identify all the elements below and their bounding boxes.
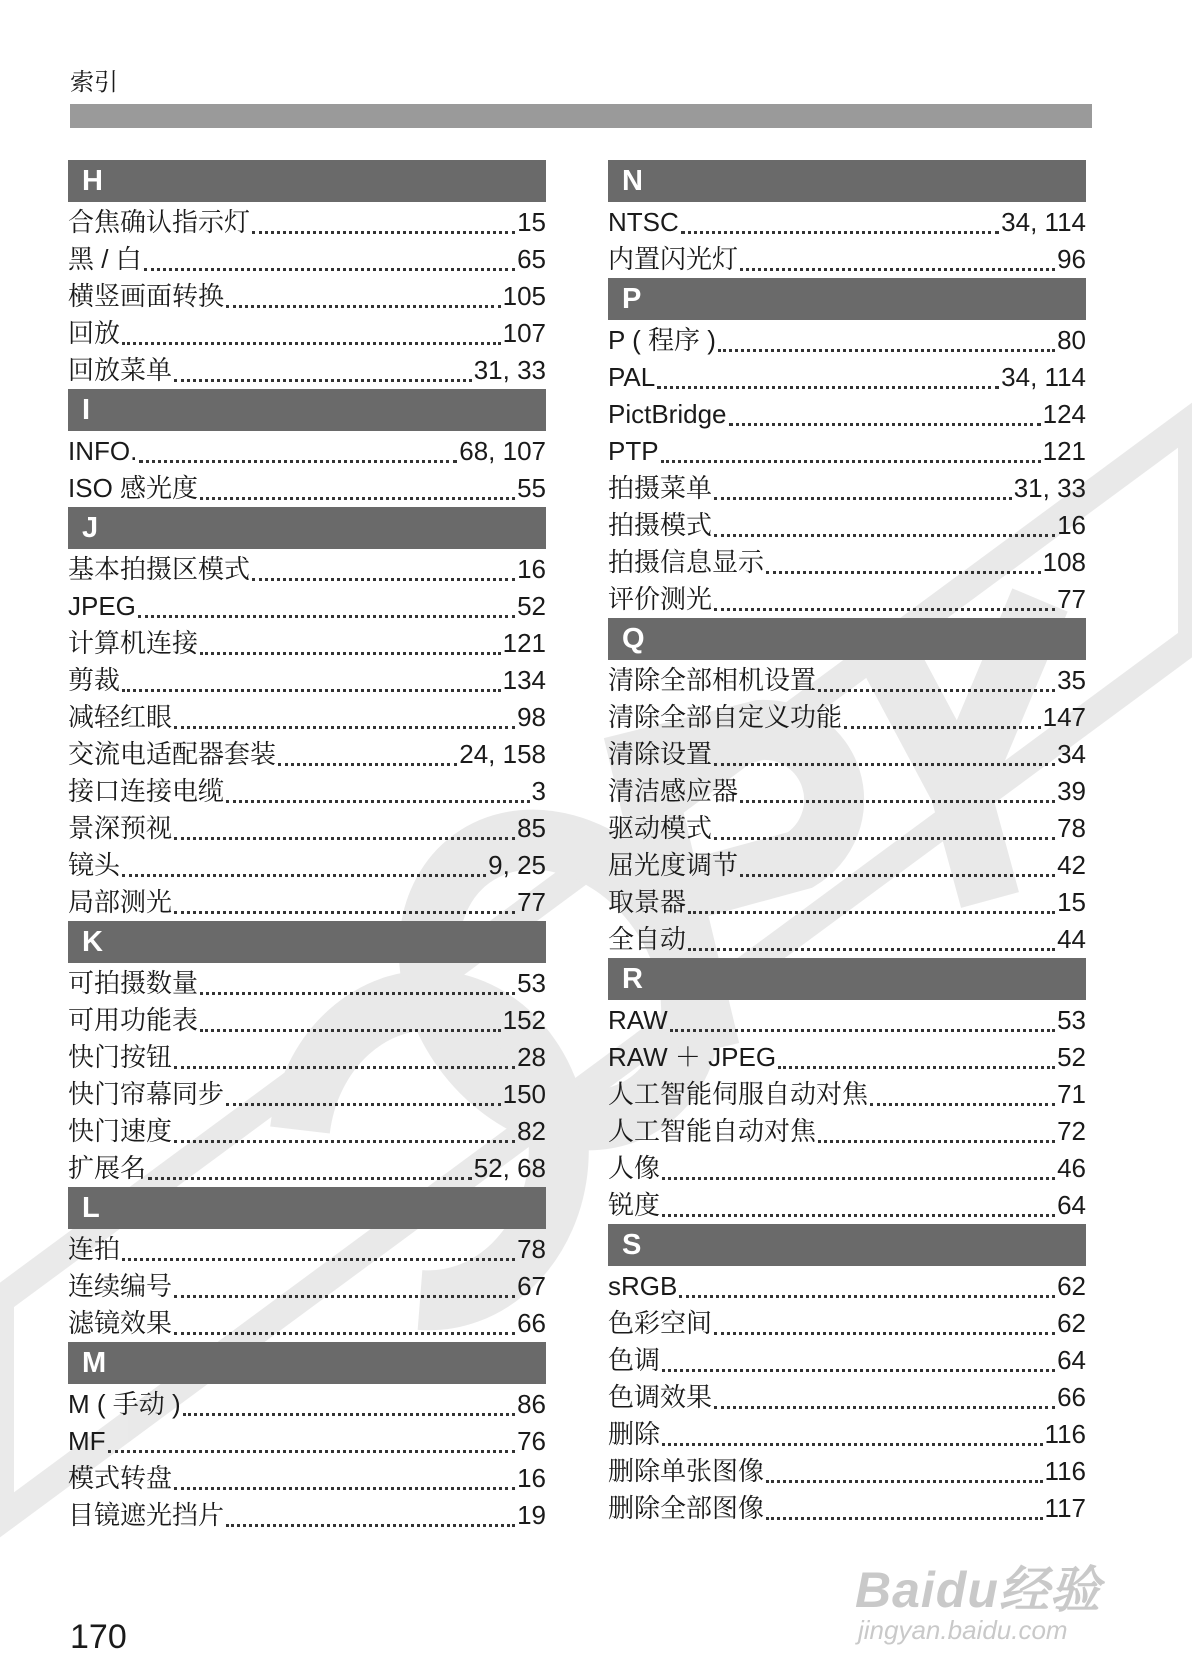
- index-term: 内置闪光灯: [608, 244, 739, 274]
- index-page-ref: 55: [517, 473, 546, 503]
- index-page-ref: 35: [1057, 665, 1086, 695]
- index-entry: [68, 315, 546, 352]
- index-page-ref: 28: [517, 1042, 546, 1072]
- index-page-ref: 53: [517, 968, 546, 998]
- index-term: INFO.: [68, 436, 138, 466]
- index-page-ref: 85: [517, 813, 546, 843]
- index-page-ref: 65: [517, 244, 546, 274]
- index-page-ref: 46: [1057, 1153, 1086, 1183]
- dot-leader: [766, 571, 1041, 574]
- index-term: 快门速度: [68, 1116, 173, 1146]
- index-column-left: [68, 160, 546, 1534]
- index-entry: [608, 470, 1086, 507]
- section-letter-header: N: [608, 160, 1086, 202]
- index-page-ref: 134: [502, 665, 546, 695]
- index-term: JPEG: [68, 591, 136, 621]
- index-entry: [68, 810, 546, 847]
- index-entry: [608, 884, 1086, 921]
- index-entry: [608, 1305, 1086, 1342]
- index-entry: [608, 1039, 1086, 1076]
- index-term: RAW ＋ JPEG: [608, 1042, 777, 1072]
- index-section-p: [608, 278, 1086, 618]
- index-entry: [68, 470, 546, 507]
- index-entry: [608, 507, 1086, 544]
- dot-leader: [688, 948, 1055, 951]
- index-page-ref: 121: [502, 628, 546, 658]
- dot-leader: [174, 1332, 515, 1335]
- index-entry: [608, 1416, 1086, 1453]
- index-term: 可用功能表: [68, 1005, 199, 1035]
- baidu-watermark-url: jingyan.baidu.com: [858, 1615, 1068, 1645]
- dot-leader: [740, 874, 1055, 877]
- index-term: 模式转盘: [68, 1463, 173, 1493]
- index-page-ref: 16: [517, 554, 546, 584]
- index-term: 快门帘幕同步: [68, 1079, 225, 1109]
- dot-leader: [200, 992, 515, 995]
- dot-leader: [870, 1103, 1055, 1106]
- dot-leader: [174, 911, 515, 914]
- index-term: 清除全部自定义功能: [608, 702, 843, 732]
- index-page-ref: 116: [1044, 1456, 1086, 1486]
- index-page-ref: 39: [1057, 776, 1086, 806]
- page-header-label: 索引: [70, 69, 118, 96]
- index-term: MF: [68, 1426, 106, 1456]
- index-page-ref: 150: [502, 1079, 546, 1109]
- index-section-i: [68, 389, 546, 507]
- index-entry: [68, 551, 546, 588]
- index-entry: [68, 736, 546, 773]
- index-entry: [68, 625, 546, 662]
- dot-leader: [174, 1295, 515, 1298]
- dot-leader: [174, 1140, 515, 1143]
- dot-leader: [714, 497, 1012, 500]
- dot-leader: [740, 268, 1055, 271]
- index-term: ISO 感光度: [68, 473, 199, 503]
- section-letter-header: I: [68, 389, 546, 431]
- index-term: RAW: [608, 1005, 668, 1035]
- index-term: 删除全部图像: [608, 1493, 765, 1523]
- index-term: 全自动: [608, 924, 687, 954]
- index-page-ref: 66: [517, 1308, 546, 1338]
- dot-leader: [778, 1066, 1055, 1069]
- index-term: 黑 / 白: [68, 244, 142, 274]
- index-entry: [608, 1113, 1086, 1150]
- index-term: P ( 程序 ): [608, 325, 716, 355]
- section-letter-header: P: [608, 278, 1086, 320]
- index-entry: [608, 1490, 1086, 1527]
- index-entry: [68, 1423, 546, 1460]
- index-term: 清洁感应器: [608, 776, 739, 806]
- index-page-ref: 64: [1057, 1190, 1086, 1220]
- dot-leader: [122, 342, 501, 345]
- index-term: 滤镜效果: [68, 1308, 173, 1338]
- index-page-ref: 71: [1057, 1079, 1086, 1109]
- index-entry: [68, 773, 546, 810]
- dot-leader: [200, 1029, 501, 1032]
- index-term: PAL: [608, 362, 656, 392]
- section-letter-header: M: [68, 1342, 546, 1384]
- index-page-ref: 78: [517, 1234, 546, 1264]
- index-page-ref: 72: [1057, 1116, 1086, 1146]
- index-term: 色调效果: [608, 1382, 713, 1412]
- dot-leader: [766, 1480, 1043, 1483]
- index-term: 取景器: [608, 887, 687, 917]
- section-letter-header: R: [608, 958, 1086, 1000]
- index-page-ref: 52, 68: [473, 1153, 546, 1183]
- index-page-ref: 116: [1044, 1419, 1086, 1449]
- index-term: 基本拍摄区模式: [68, 554, 251, 584]
- dot-leader: [740, 800, 1055, 803]
- dot-leader: [714, 534, 1055, 537]
- index-section-l: [68, 1187, 546, 1342]
- dot-leader: [226, 1524, 515, 1527]
- index-entry: [608, 1187, 1086, 1224]
- index-entry: [68, 588, 546, 625]
- index-term: 景深预视: [68, 813, 173, 843]
- dot-leader: [714, 608, 1055, 611]
- index-entry: [608, 662, 1086, 699]
- index-page-ref: 80: [1057, 325, 1086, 355]
- index-term: 拍摄信息显示: [608, 547, 765, 577]
- index-term: 减轻红眼: [68, 702, 173, 732]
- index-page-ref: 124: [1042, 399, 1086, 429]
- dot-leader: [183, 1413, 515, 1416]
- dot-leader: [278, 763, 457, 766]
- dot-leader: [174, 1066, 515, 1069]
- dot-leader: [174, 726, 515, 729]
- section-letter-header: Q: [608, 618, 1086, 660]
- index-section-m: [68, 1342, 546, 1534]
- dot-leader: [844, 726, 1041, 729]
- index-term: sRGB: [608, 1271, 678, 1301]
- dot-leader: [200, 652, 501, 655]
- baidu-watermark-logo: Baidu经验: [855, 1562, 1101, 1618]
- index-entry: [608, 1342, 1086, 1379]
- index-term: 锐度: [608, 1190, 661, 1220]
- dot-leader: [661, 460, 1041, 463]
- index-term: 人像: [608, 1153, 661, 1183]
- dot-leader: [681, 231, 999, 234]
- dot-leader: [718, 349, 1055, 352]
- index-entry: [68, 1231, 546, 1268]
- index-entry: [608, 396, 1086, 433]
- index-entry: [68, 278, 546, 315]
- index-term: 清除设置: [608, 739, 713, 769]
- index-entry: [68, 884, 546, 921]
- index-entry: [68, 847, 546, 884]
- index-entry: [608, 581, 1086, 618]
- index-entry: [68, 1305, 546, 1342]
- index-section-q: [608, 618, 1086, 958]
- index-entry: [608, 544, 1086, 581]
- section-letter-header: L: [68, 1187, 546, 1229]
- index-term: 人工智能伺服自动对焦: [608, 1079, 869, 1109]
- dot-leader: [226, 800, 530, 803]
- index-entry: [608, 1379, 1086, 1416]
- dot-leader: [108, 1450, 516, 1453]
- dot-leader: [122, 1258, 515, 1261]
- dot-leader: [714, 763, 1055, 766]
- section-letter-header: K: [68, 921, 546, 963]
- index-term: 拍摄菜单: [608, 473, 713, 503]
- dot-leader: [657, 386, 999, 389]
- index-page-ref: 52: [517, 591, 546, 621]
- index-entry: [608, 847, 1086, 884]
- index-page-ref: 82: [517, 1116, 546, 1146]
- index-term: 交流电适配器套装: [68, 739, 277, 769]
- index-page-ref: 44: [1057, 924, 1086, 954]
- index-page-ref: 147: [1042, 702, 1086, 732]
- index-page-ref: 52: [1057, 1042, 1086, 1072]
- index-page-ref: 53: [1057, 1005, 1086, 1035]
- dot-leader: [670, 1029, 1055, 1032]
- index-term: 删除: [608, 1419, 661, 1449]
- index-page-ref: 34, 114: [1001, 362, 1086, 392]
- dot-leader: [174, 379, 472, 382]
- index-page-ref: 34, 114: [1001, 207, 1086, 237]
- dot-leader: [818, 689, 1055, 692]
- index-entry: [68, 241, 546, 278]
- index-entry: [608, 736, 1086, 773]
- index-page-ref: 76: [517, 1426, 546, 1456]
- index-term: 删除单张图像: [608, 1456, 765, 1486]
- index-page-ref: 117: [1044, 1493, 1086, 1523]
- dot-leader: [662, 1214, 1055, 1217]
- dot-leader: [148, 1177, 472, 1180]
- index-entry: [68, 352, 546, 389]
- index-term: 人工智能自动对焦: [608, 1116, 817, 1146]
- index-term: 镜头: [68, 850, 121, 880]
- index-entry: [68, 662, 546, 699]
- dot-leader: [122, 689, 501, 692]
- index-section-s: [608, 1224, 1086, 1527]
- index-page-ref: 152: [502, 1005, 546, 1035]
- index-entry: [608, 433, 1086, 470]
- index-page-ref: 68, 107: [459, 436, 546, 466]
- index-page-ref: 77: [517, 887, 546, 917]
- index-page-ref: 64: [1057, 1345, 1086, 1375]
- index-entry: [68, 1268, 546, 1305]
- index-section-j: [68, 507, 546, 921]
- index-term: 目镜遮光挡片: [68, 1500, 225, 1530]
- index-term: 回放菜单: [68, 355, 173, 385]
- index-term: NTSC: [608, 207, 679, 237]
- index-entry: [608, 241, 1086, 278]
- index-entry: [608, 359, 1086, 396]
- index-entry: [608, 322, 1086, 359]
- index-term: 快门按钮: [68, 1042, 173, 1072]
- dot-leader: [662, 1177, 1055, 1180]
- index-page-ref: 24, 158: [459, 739, 546, 769]
- index-page-ref: 16: [1057, 510, 1086, 540]
- index-entry: [608, 1002, 1086, 1039]
- index-entry: [608, 1150, 1086, 1187]
- index-page-ref: 34: [1057, 739, 1086, 769]
- index-term: 扩展名: [68, 1153, 147, 1183]
- dot-leader: [766, 1517, 1043, 1520]
- dot-leader: [200, 497, 515, 500]
- index-term: 屈光度调节: [608, 850, 739, 880]
- index-term: 拍摄模式: [608, 510, 713, 540]
- dot-leader: [729, 423, 1041, 426]
- index-term: 接口连接电缆: [68, 776, 225, 806]
- index-term: 清除全部相机设置: [608, 665, 817, 695]
- index-entry: [68, 1150, 546, 1187]
- index-entry: [68, 1002, 546, 1039]
- index-page-ref: 108: [1042, 547, 1086, 577]
- dot-leader: [714, 837, 1055, 840]
- index-page-ref: 77: [1057, 584, 1086, 614]
- index-term: PTP: [608, 436, 659, 466]
- index-page-ref: 19: [517, 1500, 546, 1530]
- dot-leader: [144, 268, 515, 271]
- dot-leader: [662, 1443, 1043, 1446]
- dot-leader: [174, 837, 515, 840]
- dot-leader: [252, 231, 515, 234]
- index-entry: [608, 921, 1086, 958]
- header-rule: [70, 104, 1092, 128]
- index-entry: [608, 1076, 1086, 1113]
- index-page-ref: 15: [1057, 887, 1086, 917]
- index-term: 连续编号: [68, 1271, 173, 1301]
- index-entry: [68, 204, 546, 241]
- index-entry: [68, 699, 546, 736]
- index-page-ref: 62: [1057, 1308, 1086, 1338]
- index-section-h: [68, 160, 546, 389]
- dot-leader: [679, 1295, 1055, 1298]
- index-page-ref: 16: [517, 1463, 546, 1493]
- index-entry: [68, 1460, 546, 1497]
- index-column-right: [608, 160, 1086, 1527]
- index-term: 局部测光: [68, 887, 173, 917]
- index-entry: [608, 1268, 1086, 1305]
- dot-leader: [226, 305, 501, 308]
- index-term: 计算机连接: [68, 628, 199, 658]
- index-entry: [608, 1453, 1086, 1490]
- dot-leader: [688, 911, 1055, 914]
- section-letter-header: H: [68, 160, 546, 202]
- index-page-ref: 62: [1057, 1271, 1086, 1301]
- dot-leader: [662, 1369, 1055, 1372]
- dot-leader: [818, 1140, 1055, 1143]
- index-term: 回放: [68, 318, 121, 348]
- index-entry: [68, 1076, 546, 1113]
- index-term: 评价测光: [608, 584, 713, 614]
- index-term: 剪裁: [68, 665, 121, 695]
- index-page-ref: 67: [517, 1271, 546, 1301]
- index-entry: [608, 773, 1086, 810]
- index-page-ref: 66: [1057, 1382, 1086, 1412]
- index-entry: [68, 1113, 546, 1150]
- index-page-ref: 3: [531, 776, 546, 806]
- index-entry: [68, 965, 546, 1002]
- index-entry: [68, 1039, 546, 1076]
- index-term: 色调: [608, 1345, 661, 1375]
- dot-leader: [138, 615, 515, 618]
- index-entry: [608, 810, 1086, 847]
- dot-leader: [252, 578, 515, 581]
- index-entry: [608, 204, 1086, 241]
- section-letter-header: S: [608, 1224, 1086, 1266]
- index-page-ref: 15: [517, 207, 546, 237]
- index-page-ref: 9, 25: [488, 850, 546, 880]
- index-page-ref: 105: [502, 281, 546, 311]
- index-page-ref: 86: [517, 1389, 546, 1419]
- dot-leader: [174, 1487, 515, 1490]
- dot-leader: [122, 874, 486, 877]
- dot-leader: [139, 460, 457, 463]
- dot-leader: [714, 1406, 1055, 1409]
- index-page-ref: 78: [1057, 813, 1086, 843]
- page-number: 170: [70, 1618, 127, 1656]
- index-page-ref: 98: [517, 702, 546, 732]
- index-section-r: [608, 958, 1086, 1224]
- dot-leader: [714, 1332, 1055, 1335]
- index-term: PictBridge: [608, 399, 727, 429]
- index-term: 连拍: [68, 1234, 121, 1264]
- index-term: M ( 手动 ): [68, 1389, 181, 1419]
- index-term: 横竖画面转换: [68, 281, 225, 311]
- index-page-ref: 107: [502, 318, 546, 348]
- index-entry: [608, 699, 1086, 736]
- index-page-ref: 31, 33: [473, 355, 546, 385]
- index-page-ref: 31, 33: [1013, 473, 1086, 503]
- dot-leader: [226, 1103, 501, 1106]
- index-term: 可拍摄数量: [68, 968, 199, 998]
- index-page-ref: 96: [1057, 244, 1086, 274]
- index-entry: [68, 1386, 546, 1423]
- index-page-ref: 121: [1042, 436, 1086, 466]
- index-term: 合焦确认指示灯: [68, 207, 251, 237]
- index-section-n: [608, 160, 1086, 278]
- index-term: 色彩空间: [608, 1308, 713, 1338]
- index-page-ref: 42: [1057, 850, 1086, 880]
- index-section-k: [68, 921, 546, 1187]
- section-letter-header: J: [68, 507, 546, 549]
- index-entry: [68, 433, 546, 470]
- index-term: 驱动模式: [608, 813, 713, 843]
- index-entry: [68, 1497, 546, 1534]
